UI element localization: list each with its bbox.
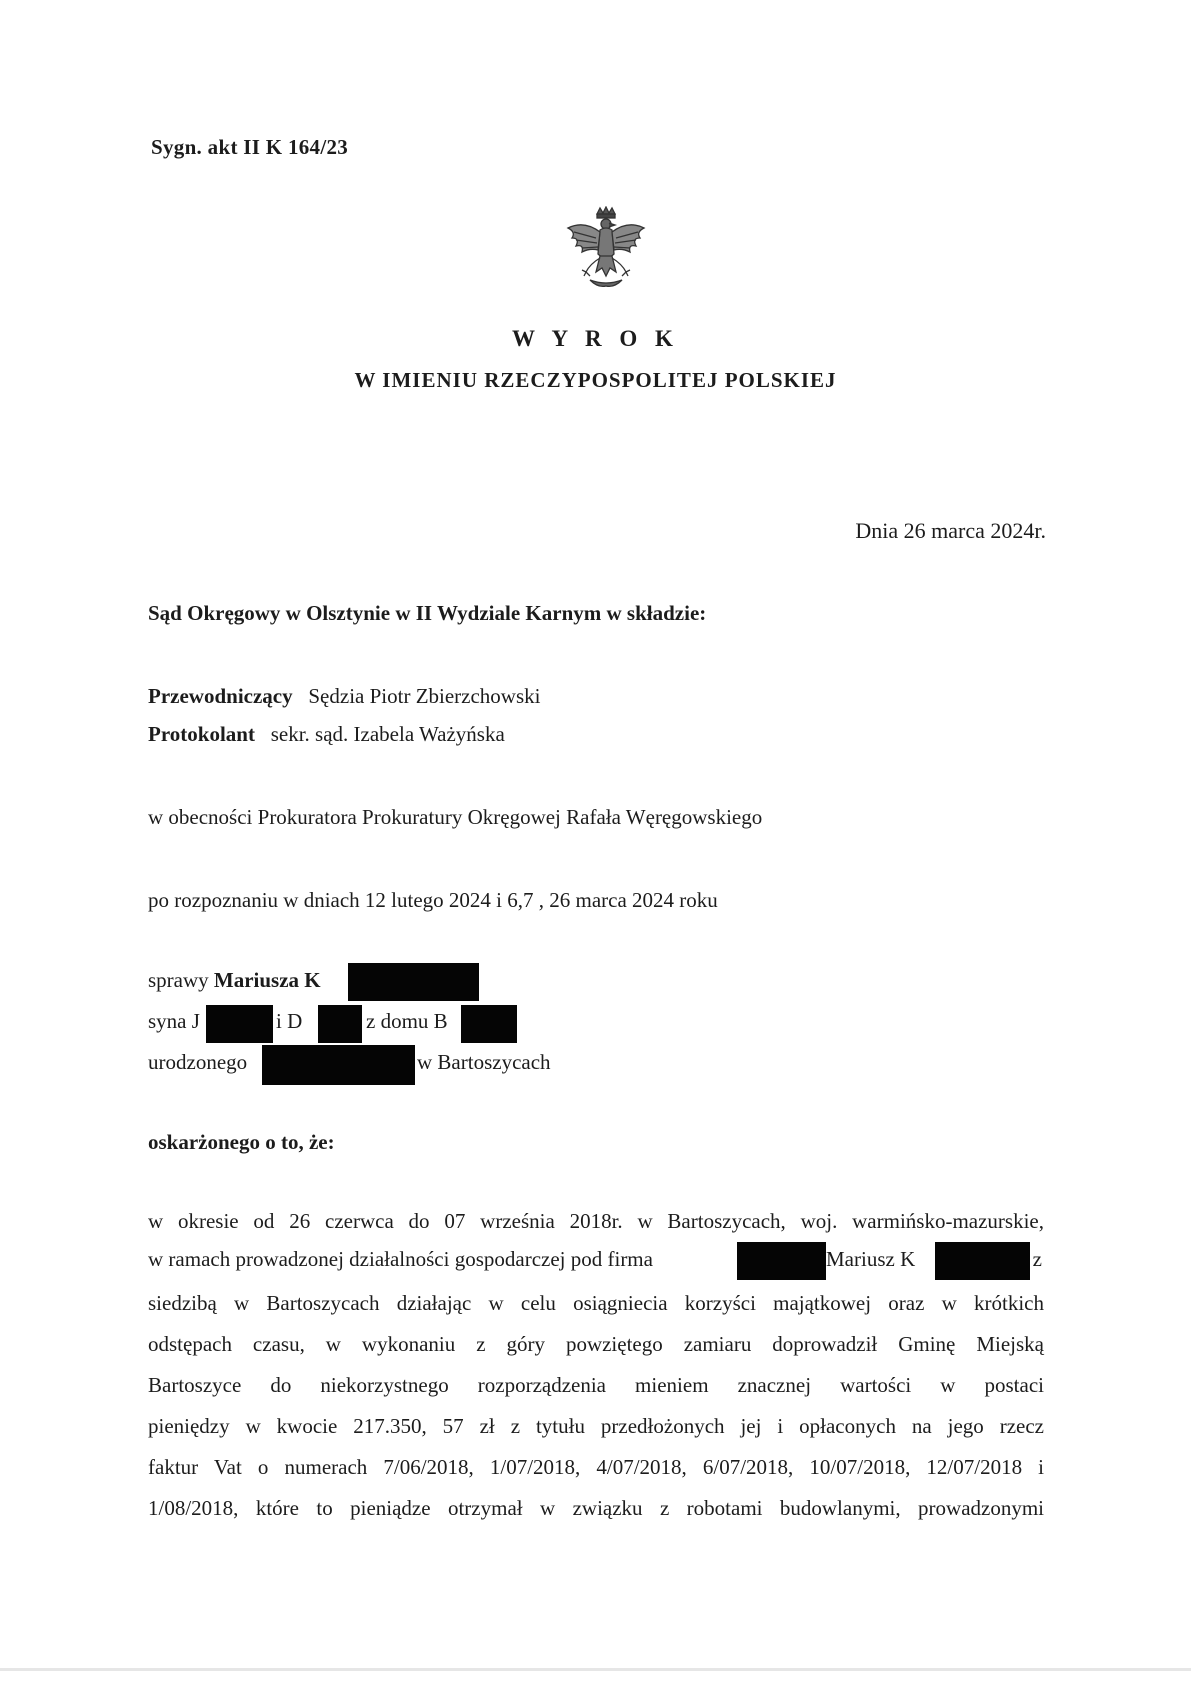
charge-heading: oskarżonego o to, że: [148, 1130, 335, 1154]
redaction-box [262, 1045, 415, 1085]
firm-line-middle: Mariusz K [826, 1247, 916, 1271]
firm-line [148, 1247, 1044, 1277]
firm-line-before: w ramach prowadzonej działalności gospodarczej pod firma [148, 1247, 653, 1271]
firm-line-after: z [1032, 1247, 1042, 1271]
charge-line: odstępach czasu, w wykonaniu z góry powziętego zamiaru doprowadził Gminę Miejską [148, 1332, 1044, 1356]
document-title: W Y R O K [512, 326, 679, 351]
prosecutor-line: w obecności Prokuratora Prokuratury Okręgowej Rafała Węręgowskiego [148, 805, 763, 829]
case-prefix: sprawy [148, 968, 209, 992]
redaction-box [206, 1005, 273, 1043]
nee-text: z domu B [366, 1009, 448, 1033]
polish-eagle-emblem-icon [562, 206, 650, 294]
redaction-box [935, 1242, 1030, 1280]
clerk-label: Protokolant [148, 722, 255, 746]
son-of-text: syna J [148, 1009, 200, 1033]
clerk-row [148, 722, 505, 747]
redaction-box [737, 1242, 826, 1280]
charge-line: pieniędzy w kwocie 217.350, 57 zł z tytułu przedłożonych jej i opłaconych na jego rzecz [148, 1414, 1044, 1438]
document-subtitle: W IMIENIU RZECZYPOSPOLITEJ POLSKIEJ [354, 368, 837, 392]
charge-line: w okresie od 26 czerwca do 07 września 2018r. w Bartoszycach, woj. warmińsko-mazurskie, [148, 1209, 1044, 1233]
redaction-box [318, 1005, 362, 1043]
chair-row [148, 684, 540, 709]
chair-label: Przewodniczący [148, 684, 293, 708]
born-place-text: w Bartoszycach [417, 1050, 551, 1074]
defendant-name: Mariusza K [213, 968, 321, 992]
and-text: i D [276, 1009, 303, 1033]
charge-line: faktur Vat o numerach 7/06/2018, 1/07/2018, 4/07/2018, 6/07/2018, 10/07/2018, 12/07/2018 i [148, 1455, 1044, 1479]
born-text: urodzonego [148, 1050, 248, 1074]
court-composition-heading: Sąd Okręgowy w Olsztynie w II Wydziale Karnym w składzie: [148, 601, 707, 625]
redaction-box [348, 963, 479, 1001]
case-signature: Sygn. akt II K 164/23 [151, 135, 349, 159]
clerk-name: sekr. sąd. Izabela Ważyńska [270, 722, 505, 746]
redaction-box [461, 1005, 517, 1043]
case-of-line [148, 968, 321, 993]
charge-line: 1/08/2018, które to pieniądze otrzymał w związku z robotami budowlanymi, prowadzonymi [148, 1496, 1044, 1520]
charge-line: siedzibą w Bartoszycach działając w celu osiągniecia korzyści majątkowej oraz w krótkich [148, 1291, 1044, 1315]
judgment-date: Dnia 26 marca 2024r. [855, 518, 1046, 543]
hearing-dates-line: po rozpoznaniu w dniach 12 lutego 2024 i 6,7 , 26 marca 2024 roku [148, 888, 718, 912]
charge-line: Bartoszyce do niekorzystnego rozporządzenia mieniem znacznej wartości w postaci [148, 1373, 1044, 1397]
scan-edge [0, 1668, 1191, 1671]
chair-name: Sędzia Piotr Zbierzchowski [308, 684, 541, 708]
